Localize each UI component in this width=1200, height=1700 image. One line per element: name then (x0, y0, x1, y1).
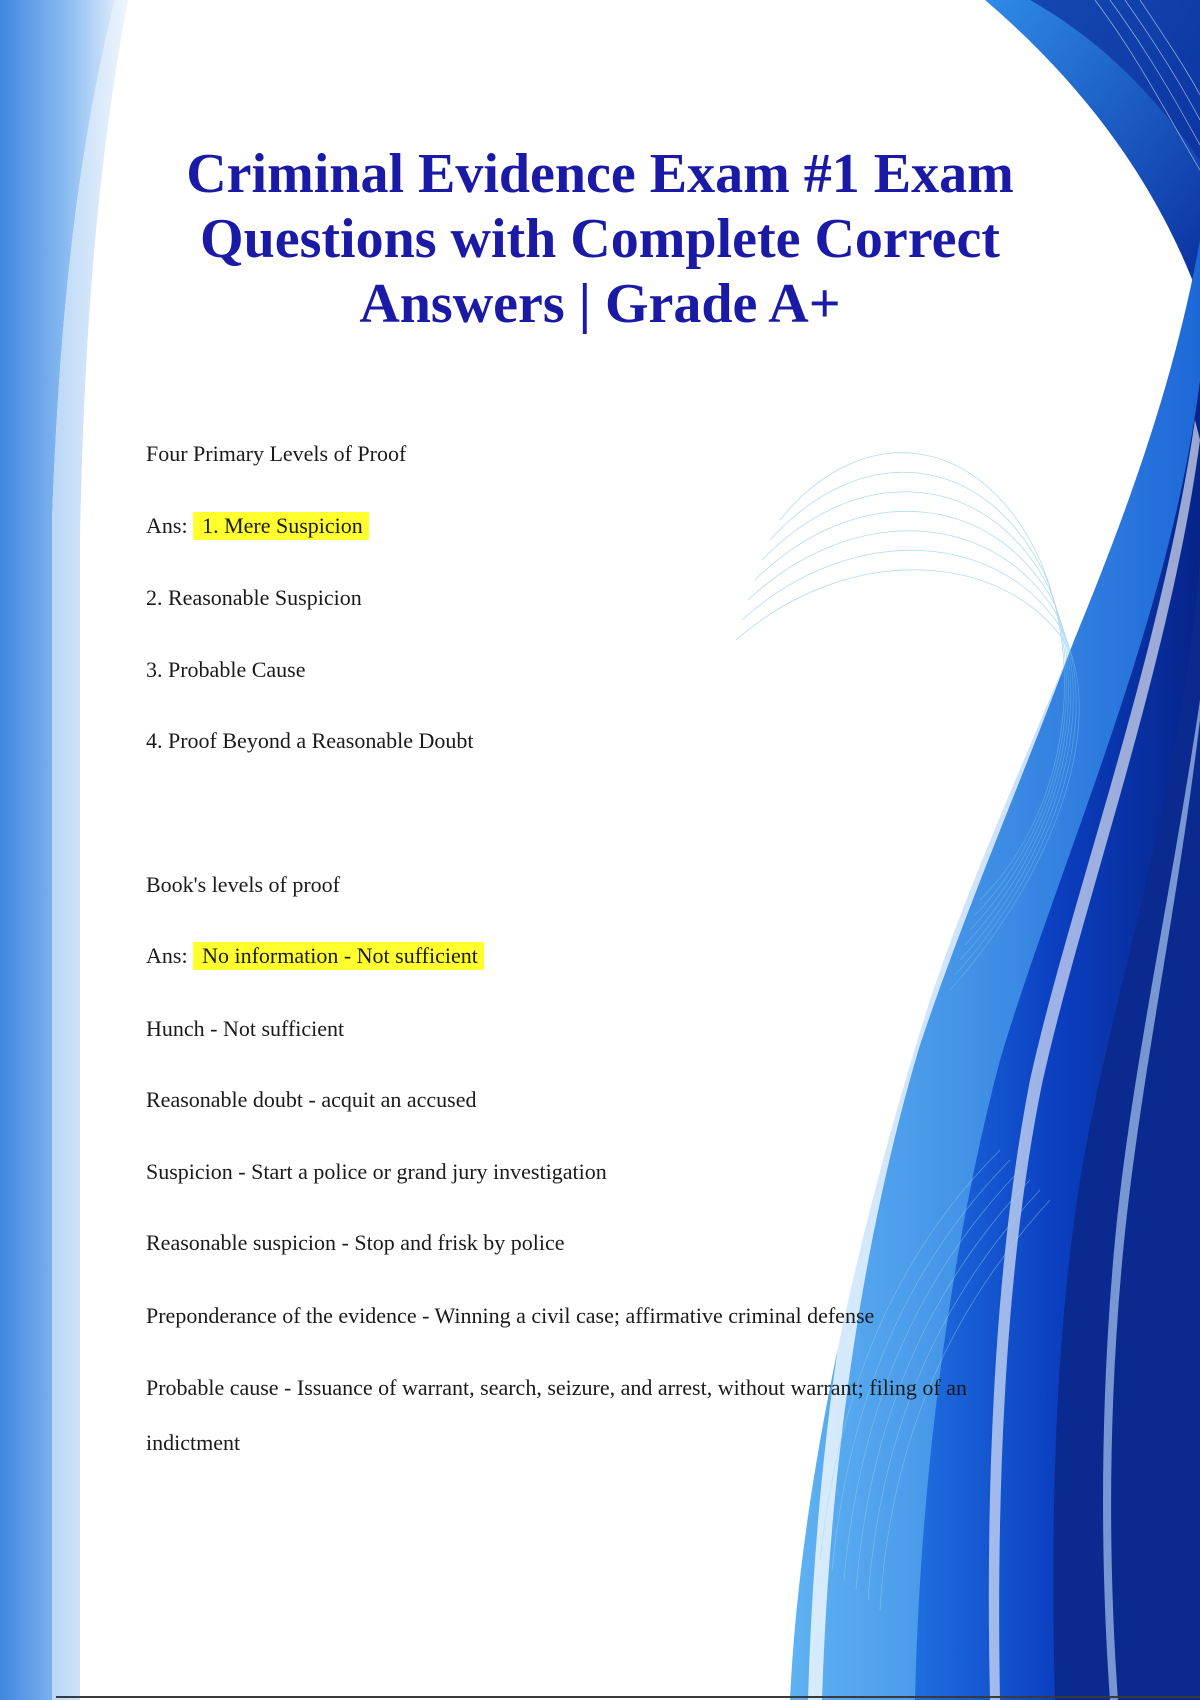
answer-list-item: indictment (146, 1430, 241, 1455)
answer-line (146, 512, 369, 540)
answer-list-item: Reasonable suspicion - Stop and frisk by police (146, 1230, 565, 1255)
answer-list-item: Probable cause - Issuance of warrant, search, seizure, and arrest, without warrant; filing of an (146, 1375, 968, 1400)
document-title: Criminal Evidence Exam #1 Exam Questions with Complete Correct Answers | Grade A+ (186, 143, 1014, 335)
answer-list-item: Hunch - Not sufficient (146, 1016, 345, 1041)
bottom-rule (56, 1696, 1200, 1698)
answer-list-item: Preponderance of the evidence - Winning a civil case; affirmative criminal defense (146, 1303, 875, 1328)
answer-line (146, 942, 484, 970)
answer-highlight: No information - Not sufficient (193, 942, 484, 970)
answer-list-item: 3. Probable Cause (146, 657, 306, 682)
answer-list-item: Reasonable doubt - acquit an accused (146, 1087, 477, 1112)
question-books-levels-of-proof: Book's levels of proof (146, 872, 340, 897)
answer-highlight: 1. Mere Suspicion (193, 512, 369, 540)
answer-list-item: 2. Reasonable Suspicion (146, 585, 362, 610)
answer-prefix: Ans: (146, 943, 188, 968)
answer-list-item: 4. Proof Beyond a Reasonable Doubt (146, 728, 474, 753)
question-four-primary-levels: Four Primary Levels of Proof (146, 441, 407, 466)
answer-prefix: Ans: (146, 513, 188, 538)
answer-list-item: Suspicion - Start a police or grand jury investigation (146, 1159, 607, 1184)
